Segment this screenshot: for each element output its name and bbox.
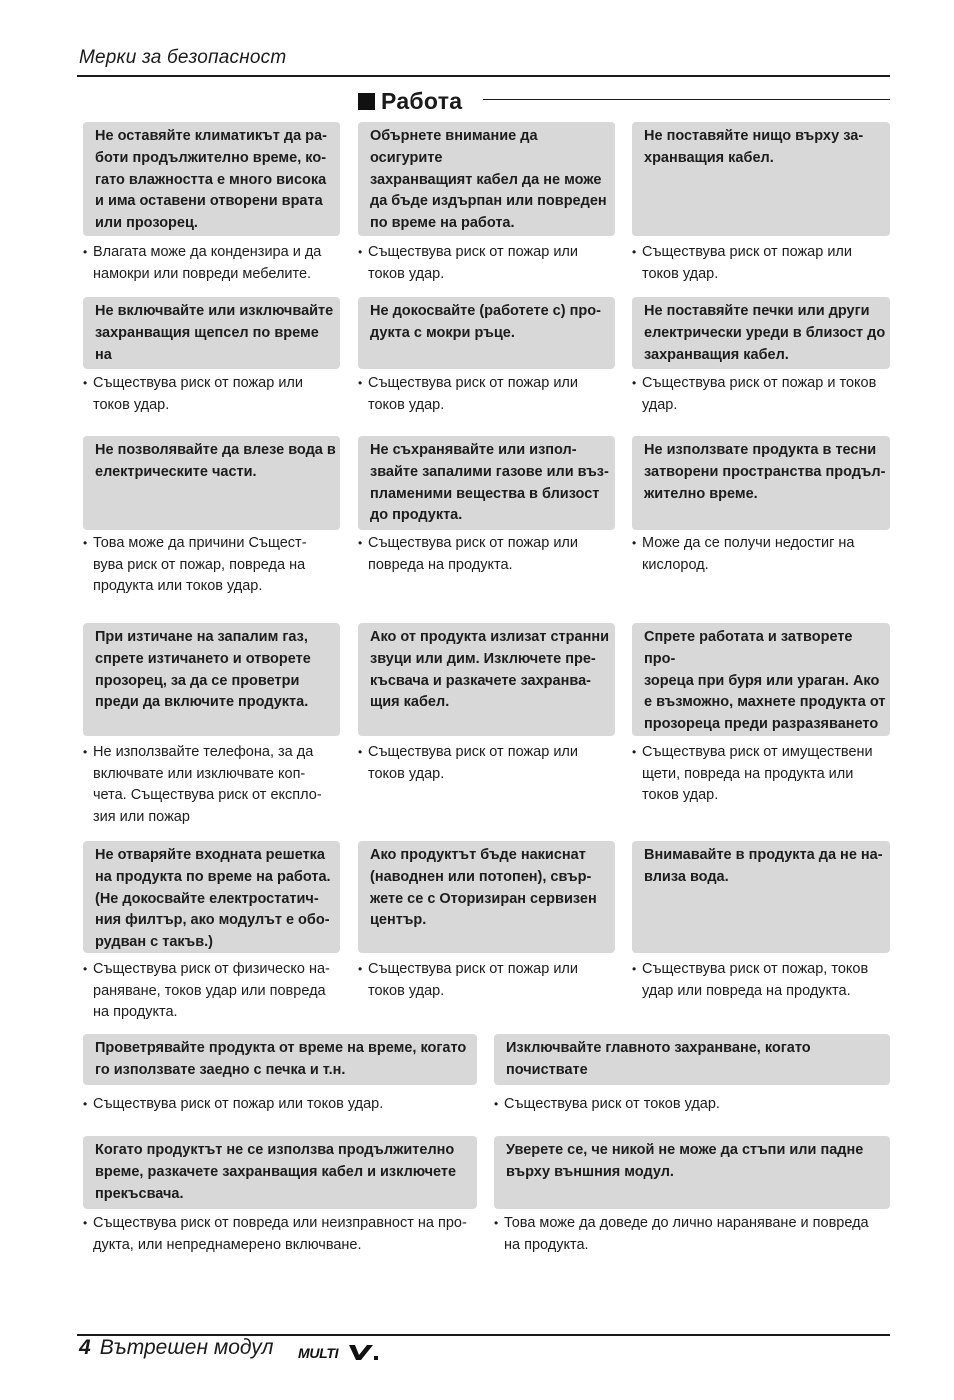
warning-note xyxy=(494,1213,890,1256)
warning-note xyxy=(632,533,890,576)
warning-note xyxy=(83,373,340,416)
warning-box: Не съхранявайте или изпол- звайте запалими газове или въз- пламеними вещества в близост до продукта. xyxy=(358,436,615,530)
header-divider xyxy=(77,75,890,77)
warning-note xyxy=(83,1213,477,1256)
warning-note xyxy=(358,373,615,416)
warning-box: Проветрявайте продукта от време на време, когато го използвате заедно с печка и т.н. xyxy=(83,1034,477,1085)
warning-box: Когато продуктът не се използва продължително време, разкачете захранващия кабел и изключете прекъсвача. xyxy=(83,1136,477,1209)
warning-note-text: Не използвайте телефона, за да включвате или изключвате коп- чета. Съществува риск от експло- зия или пожар xyxy=(93,744,322,825)
warning-note xyxy=(632,742,890,807)
warning-box: Ако от продукта излизат странни звуци или дим. Изключете пре- късвача и разкачете захранва- щия кабел. xyxy=(358,623,615,736)
warning-box: Не използвате продукта в тесни затворени пространства продъл- жително време. xyxy=(632,436,890,530)
warning-note-text: Съществува риск от пожар или токов удар. xyxy=(642,244,852,282)
footer-title: Вътрешен модул xyxy=(99,1336,274,1359)
warning-note xyxy=(83,959,340,1024)
warning-note-text: Съществува риск от пожар или токов удар. xyxy=(368,244,578,282)
warning-note xyxy=(83,242,340,285)
section-heading xyxy=(358,88,462,115)
warning-note xyxy=(358,742,615,785)
warning-box: Обърнете внимание да осигурите захранващият кабел да не може да бъде издърпан или повреден по време на работа. xyxy=(358,122,615,236)
warning-note xyxy=(632,242,890,285)
warning-note-text: Съществува риск от имуществени щети, повреда на продукта или токов удар. xyxy=(642,744,873,803)
warning-note xyxy=(358,959,615,1002)
warning-note-text: Съществува риск от повреда или неизправност на про- дукта, или непреднамерено включване. xyxy=(93,1215,467,1253)
page-footer xyxy=(79,1336,273,1360)
warning-note-text: Съществува риск от пожар или токов удар. xyxy=(368,375,578,413)
warning-note-text: Съществува риск от физическо на- раняване, токов удар или повреда на продукта. xyxy=(93,961,330,1020)
warning-note-text: Съществува риск от пожар и токов удар. xyxy=(642,375,877,413)
warning-note xyxy=(632,373,890,416)
warning-box: Не позволявайте да влезе вода в електрическите части. xyxy=(83,436,340,530)
warning-note xyxy=(83,742,340,828)
section-divider xyxy=(483,99,890,100)
warning-box: Изключвайте главното захранване, когато почиствате xyxy=(494,1034,890,1085)
warning-box: Не оставяйте климатикът да ра- боти продължително време, ко- гато влажността е много висока и има оставени отворени врата или прозорец. xyxy=(83,122,340,236)
svg-text:MULTI: MULTI xyxy=(298,1345,339,1361)
warning-note xyxy=(632,959,890,1002)
warning-note-text: Съществува риск от токов удар. xyxy=(504,1096,720,1112)
warning-note-text: Съществува риск от пожар или токов удар. xyxy=(368,744,578,782)
warning-note-text: Съществува риск от пожар или повреда на продукта. xyxy=(368,535,578,573)
warning-box: Внимавайте в продукта да не на- влиза вода. xyxy=(632,841,890,953)
warning-box: При изтичане на запалим газ, спрете изтичането и отворете прозорец, за да се проветри преди да включите продукта. xyxy=(83,623,340,736)
warning-note-text: Това може да доведе до лично нараняване и повреда на продукта. xyxy=(504,1215,869,1253)
warning-note xyxy=(358,242,615,285)
warning-note-text: Съществува риск от пожар или токов удар. xyxy=(93,1096,384,1112)
multi-v-logo xyxy=(297,1342,387,1362)
warning-box: Не поставяйте печки или други електрически уреди в близост до захранващия кабел. xyxy=(632,297,890,369)
warning-note xyxy=(83,1094,477,1116)
page-header-title: Мерки за безопасност xyxy=(79,47,287,68)
warning-box: Не отваряйте входната решетка на продукта по време на работа. (Не докосвайте електростатич- ния филтър, ако модулът е обо- рудван с такъв.) xyxy=(83,841,340,953)
warning-note-text: Влагата може да кондензира и да намокри или повреди мебелите. xyxy=(93,244,322,282)
warning-note-text: Може да се получи недостиг на кислород. xyxy=(642,535,855,573)
warning-note xyxy=(358,533,615,576)
warning-note-text: Това може да причини Същест- вува риск от пожар, повреда на продукта или токов удар. xyxy=(93,535,307,594)
warning-note xyxy=(83,533,340,598)
warning-box: Не включвайте или изключвайте захранващия щепсел по време на xyxy=(83,297,340,369)
section-square-icon xyxy=(358,93,375,110)
warning-box: Уверете се, че никой не може да стъпи или падне върху външния модул. xyxy=(494,1136,890,1209)
warning-note-text: Съществува риск от пожар или токов удар. xyxy=(93,375,303,413)
warning-box: Не докосвайте (работете с) про- дукта с мокри ръце. xyxy=(358,297,615,369)
warning-note-text: Съществува риск от пожар или токов удар. xyxy=(368,961,578,999)
warning-note xyxy=(494,1094,890,1116)
warning-box: Спрете работата и затворете про- зореца при буря или ураган. Ако е възможно, махнете продукта от прозореца преди разразяването xyxy=(632,623,890,736)
section-title: Работа xyxy=(381,88,463,114)
warning-box: Ако продуктът бъде накиснат (наводнен или потопен), свър- жете се с Оторизиран сервизен център. xyxy=(358,841,615,953)
warning-box: Не поставяйте нищо върху за- хранващия кабел. xyxy=(632,122,890,236)
page-number: 4 xyxy=(79,1336,91,1359)
warning-note-text: Съществува риск от пожар, токов удар или повреда на продукта. xyxy=(642,961,869,999)
